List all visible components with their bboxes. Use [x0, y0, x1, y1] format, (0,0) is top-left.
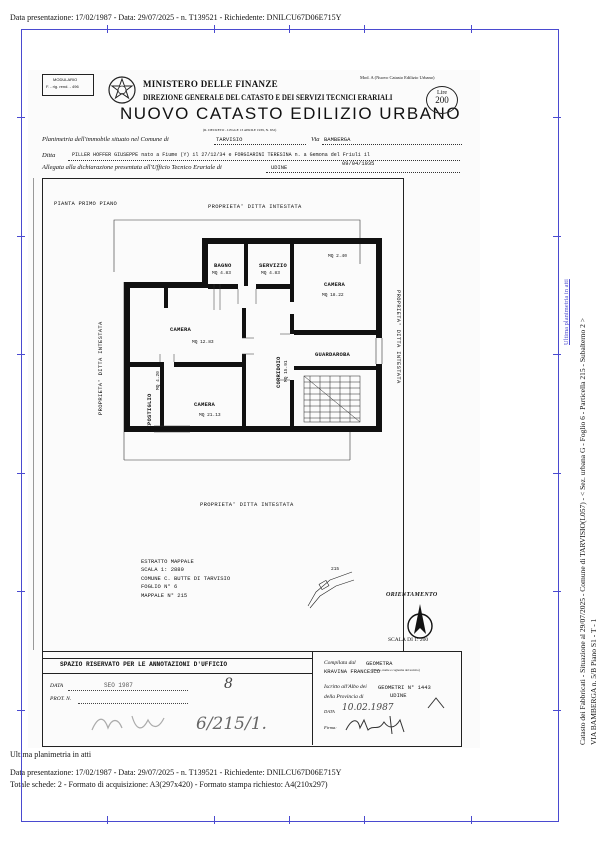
frame-tick — [17, 473, 25, 474]
dotted-line — [68, 690, 188, 691]
room-bagno-area: MQ 4.83 — [212, 271, 231, 276]
estratto-scala: SCALA 1: 2880 — [141, 566, 184, 574]
header-bottom-line-2: Totale schede: 2 - Formato di acquisizione: A3(297x420) - Formato stampa richiesto: A4(210x297) — [10, 780, 328, 789]
room-camera-ne-area: MQ 18.22 — [322, 293, 344, 298]
room-corridoio: CORRIDOIO — [275, 356, 282, 388]
faded-handwriting — [88, 710, 168, 736]
room-bagno: BAGNO — [214, 262, 232, 269]
scanned-form — [28, 70, 480, 748]
dotted-line — [266, 172, 460, 173]
modulario-box — [42, 74, 94, 96]
west-border-label: PROPRIETA' DITTA INTESTATA — [97, 321, 104, 415]
estratto-comune: COMUNE C. BUTTE DI TARVISIO — [141, 574, 231, 582]
room-camera-ne-top: MQ 2.40 — [328, 254, 347, 259]
frame-tick — [17, 236, 25, 237]
compiler-name: KRAVINA FRANCESCO — [324, 668, 381, 675]
model-label: Mod. A (Nuovo Catasto Edilizio Urbano) — [360, 75, 435, 80]
orientation-label: ORIENTAMENTO — [386, 592, 438, 598]
via-value: BAMBERGA — [324, 136, 351, 143]
compiler-note: (Titolo, nome e cognome del tecnico) — [372, 668, 420, 672]
room-camera-ne: CAMERA — [324, 281, 346, 288]
compiler-data-label: DATA — [324, 709, 335, 714]
ditta-label: Ditta — [42, 152, 56, 159]
provincia-label: della Provincia di — [324, 694, 364, 700]
office-handwritten-date: SEO 1987 — [104, 682, 133, 689]
header-top-line: Data presentazione: 17/02/1987 - Data: 29/07/2025 - n. T139521 - Richiedente: DNILCU67D06E715Y — [10, 13, 342, 22]
dotted-line — [68, 160, 460, 161]
frame-tick — [17, 117, 25, 118]
estratto-block — [141, 558, 230, 600]
dotted-line — [214, 144, 306, 145]
signature — [344, 714, 414, 736]
lire-stamp — [426, 86, 458, 114]
provincia-value: UDINE — [390, 692, 407, 699]
via-label: Via — [311, 136, 320, 143]
side-stamp-text: Ultima planimetria in atti — [563, 279, 570, 345]
frame-tick — [17, 710, 25, 711]
comune-value: TARVISIO — [216, 136, 243, 143]
lire-label: Lire — [437, 90, 447, 96]
compiler-data: 10.02.1987 — [342, 703, 394, 713]
room-servizio-area: MQ 4.83 — [261, 271, 280, 276]
compiler-role: GEOMETRA — [366, 660, 393, 667]
dotted-line — [322, 144, 462, 145]
ditta-value: PILLER HOFFER GIUSEPPE nato a Fiume (Y) il 27/12/34 e FORGIARINI TERESINA n. a Gemona del Friuli il — [72, 152, 370, 158]
room-camera-w: CAMERA — [170, 326, 192, 333]
frame-tick — [553, 710, 561, 711]
frame-tick — [107, 25, 108, 33]
frame-tick — [214, 25, 215, 33]
frame-tick — [553, 236, 561, 237]
header-bottom-line-1: Data presentazione: 17/02/1987 - Data: 29/07/2025 - n. T139521 - Richiedente: DNILCU67D06E715Y — [10, 768, 342, 777]
catasto-title: NUOVO CATASTO EDILIZIO URBANO — [120, 104, 462, 123]
south-border-label: PROPRIETA' DITTA INTESTATA — [200, 501, 294, 508]
frame-tick — [289, 25, 290, 33]
last-plan-note: Ultima planimetria in atti — [10, 750, 92, 759]
floor-plan — [94, 204, 384, 514]
staircase — [304, 376, 360, 422]
estratto-mappale: MAPPALE N° 215 — [141, 591, 188, 599]
room-camera-s-area: MQ 21.13 — [199, 413, 221, 418]
drawing-margin — [33, 178, 43, 650]
frame-tick — [364, 25, 365, 33]
office-title: SPAZIO RISERVATO PER LE ANNOTAZIONI D'UFFICIO — [60, 661, 228, 668]
estratto-title: ESTRATTO MAPPALE — [141, 558, 194, 565]
room-servizio: SERVIZIO — [259, 262, 288, 269]
east-border-label: PROPRIETA' DITTA INTESTATA — [395, 290, 402, 384]
frame-tick — [553, 591, 561, 592]
pianta-label: PIANTA PRIMO PIANO — [54, 200, 118, 207]
office-data-label: DATA — [50, 683, 64, 689]
orientation-scale: SCALA DI 1: 200 — [388, 637, 429, 643]
modulario-sub: F. - rig. rend. - 496 — [46, 84, 79, 89]
estratto-foglio: FOGLIO N° 6 — [141, 583, 178, 591]
frame-tick — [471, 816, 472, 824]
stamp-mark-icon — [426, 696, 446, 710]
frame-tick — [107, 816, 108, 824]
room-ripostiglio-area: MQ 4.20 — [156, 371, 161, 390]
frame-tick — [553, 117, 561, 118]
side-line-2: VIA BAMBERGA n. 5/B Piano S1 - T - 1 — [589, 618, 598, 745]
ditta-date: 09/04/1935 — [342, 161, 375, 167]
albo-value: GEOMETRI N° 1443 — [378, 684, 431, 691]
mappale-sketch — [306, 568, 356, 608]
frame-tick — [364, 816, 365, 824]
lire-value: 200 — [435, 95, 449, 105]
frame-tick — [214, 816, 215, 824]
firma-label: Firma: — [324, 725, 337, 730]
office-handwritten-mark: 8 — [224, 676, 233, 692]
direction-title: DIREZIONE GENERALE DEL CATASTO E DEI SERVIZI TECNICI ERARIALI — [143, 92, 393, 102]
modulario-label: MODULARIO — [53, 77, 78, 82]
decree-note: (R. DECRETO - LEGGE 13 APRILE 1939, N. 652) — [203, 128, 277, 132]
frame-tick — [17, 354, 25, 355]
frame-tick — [471, 25, 472, 33]
north-border-label: PROPRIETA' DITTA INTESTATA — [208, 203, 302, 210]
frame-tick — [17, 591, 25, 592]
side-line-1: Catasto dei Fabbricati - Situazione al 29/07/2025 - Comune di TARVISIO(L057) - < Sez. urbana G - Foglio 6 - Particella 215 - Subalterno 2 > — [578, 317, 587, 745]
room-camera-s: CAMERA — [194, 401, 216, 408]
mappale-number: 215 — [331, 567, 340, 572]
room-ripostiglio: RIPOSTIGLIO — [146, 393, 153, 432]
room-guardaroba: GUARDAROBA — [315, 351, 351, 358]
republic-emblem-icon — [106, 73, 138, 107]
allegata-label: Allegata alla dichiarazione presentata all'Ufficio Tecnico Erariale di — [42, 164, 222, 171]
room-camera-w-area: MQ 12.83 — [192, 340, 214, 345]
iscritto-label: Iscritto all'Albo dei — [324, 684, 367, 690]
room-corridoio-area: MQ 15.91 — [284, 360, 289, 382]
office-prot-label: PROT. N. — [50, 696, 72, 702]
plan-label: Planimetria dell'immobile situato nel Comune di — [42, 136, 169, 143]
frame-tick — [553, 354, 561, 355]
compilata-label: Compilata dal — [324, 660, 356, 666]
office-handwritten-bottom: 6/215/1. — [196, 714, 267, 734]
frame-tick — [289, 816, 290, 824]
ministry-title: MINISTERO DELLE FINANZE — [143, 79, 278, 89]
frame-tick — [553, 473, 561, 474]
dotted-line — [78, 703, 188, 704]
ufficio-value: UDINE — [271, 165, 288, 171]
